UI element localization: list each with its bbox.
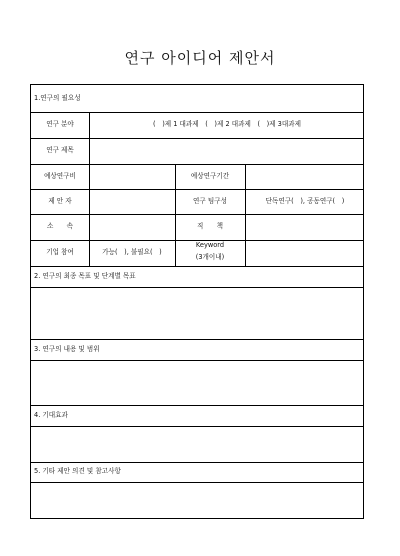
section-heading-necessity: 1.연구의 필요성 xyxy=(34,94,81,102)
row-divider xyxy=(31,405,363,406)
position-field[interactable] xyxy=(246,215,364,239)
team-label: 연구 팀구성 xyxy=(193,197,227,205)
budget-label: 예상연구비 xyxy=(44,172,76,180)
keyword-field[interactable] xyxy=(246,241,364,265)
company-participation-options[interactable]: 가능( ), 불필요( ) xyxy=(102,248,162,256)
content-scope-field[interactable] xyxy=(32,361,364,404)
section-heading-expected-effects: 4. 기대효과 xyxy=(34,411,68,419)
goals-field[interactable] xyxy=(32,288,364,338)
team-options[interactable]: 단독연구( ), 공동연구( ) xyxy=(265,197,345,205)
row-divider xyxy=(31,462,363,463)
page-title: 연구 아이디어 제안서 xyxy=(124,49,276,67)
proposer-field[interactable] xyxy=(90,190,174,213)
row-divider xyxy=(31,189,363,190)
section-heading-goals: 2. 연구의 최종 목표 및 단계별 목표 xyxy=(34,272,136,280)
row-divider xyxy=(31,266,363,267)
expected-effects-field[interactable] xyxy=(32,427,364,461)
row-divider xyxy=(31,112,363,113)
affiliation-field[interactable] xyxy=(90,215,174,239)
research-title-label: 연구 제목 xyxy=(46,146,74,154)
research-field-label: 연구 분야 xyxy=(46,120,74,128)
section-heading-content-scope: 3. 연구의 내용 및 범위 xyxy=(34,345,100,353)
column-divider xyxy=(89,112,90,266)
period-label: 예상연구기간 xyxy=(190,172,230,180)
keyword-label: Keyword xyxy=(195,241,225,249)
keyword-note: (3개이내) xyxy=(195,253,225,261)
row-divider xyxy=(31,339,363,340)
section-heading-other-notes: 5. 기타 제안 의견 및 참고사항 xyxy=(34,467,121,475)
other-notes-field[interactable] xyxy=(32,483,364,518)
position-label: 직 책 xyxy=(197,222,223,230)
proposal-form xyxy=(30,84,364,519)
budget-field[interactable] xyxy=(90,165,174,188)
affiliation-label: 소 속 xyxy=(47,222,73,230)
company-participation-label: 기업 참여 xyxy=(46,248,74,256)
research-field-options[interactable]: ( )제 1 대과제 ( )제 2 대과제 ( )제 3대과제 xyxy=(153,120,301,128)
research-title-field[interactable] xyxy=(90,139,364,163)
proposer-label: 제 안 자 xyxy=(48,197,72,205)
period-field[interactable] xyxy=(246,165,364,188)
